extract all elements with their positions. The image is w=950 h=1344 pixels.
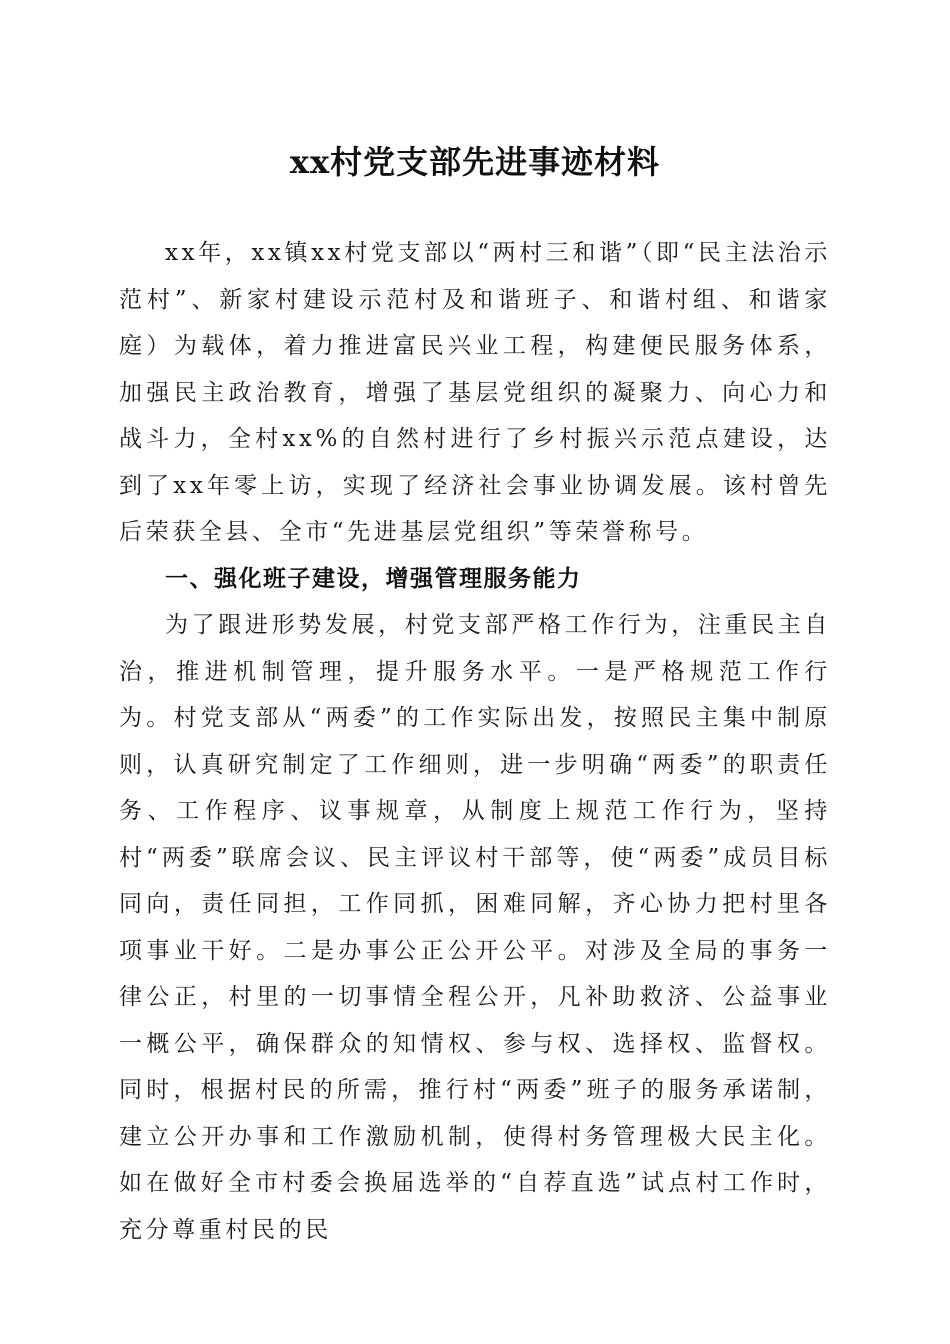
intro-paragraph: xx年，xx镇xx村党支部以“两村三和谐”（即“民主法治示范村”、新家村建设示范村及和谐班子、和谐村组、和谐家庭）为载体，着力推进富民兴业工程，构建便民服务体系，加强民主政治教育，增强了基层党组织的凝聚力、向心力和战斗力，全村xx%的自然村进行了乡村振兴示范点建设，达到了xx年零上访，实现了经济社会事业协调发展。该村曾先后荣获全县、全市“先进基层党组织”等荣誉称号。 <box>119 240 832 545</box>
section-1-paragraph: 为了跟进形势发展，村党支部严格工作行为，注重民主自治，推进机制管理，提升服务水平。一是严格规范工作行为。村党支部从“两委”的工作实际出发，按照民主集中制原则，认真研究制定了工作细则，进一步明确“两委”的职责任务、工作程序、议事规章，从制度上规范工作行为，坚持村“两委”联席会议、民主评议村干部等，使“两委”成员目标同向，责任同担，工作同抓，困难同解，齐心协力把村里各项事业干好。二是办事公正公开公平。对涉及全局的事务一律公正，村里的一切事情全程公开，凡补助救济、公益事业一概公平，确保群众的知情权、参与权、选择权、监督权。同时，根据村民的所需，推行村“两委”班子的服务承诺制，建立公开办事和工作激励机制，使得村务管理极大民主化。如在做好全市村委会换届选举的“自荐直选”试点村工作时，充分尊重村民的民 <box>119 612 831 1243</box>
section-heading-1: 一、强化班子建设，增强管理服务能力 <box>165 565 582 592</box>
document-body <box>119 230 831 1253</box>
document-title: xx村党支部先进事迹材料 <box>289 143 661 181</box>
